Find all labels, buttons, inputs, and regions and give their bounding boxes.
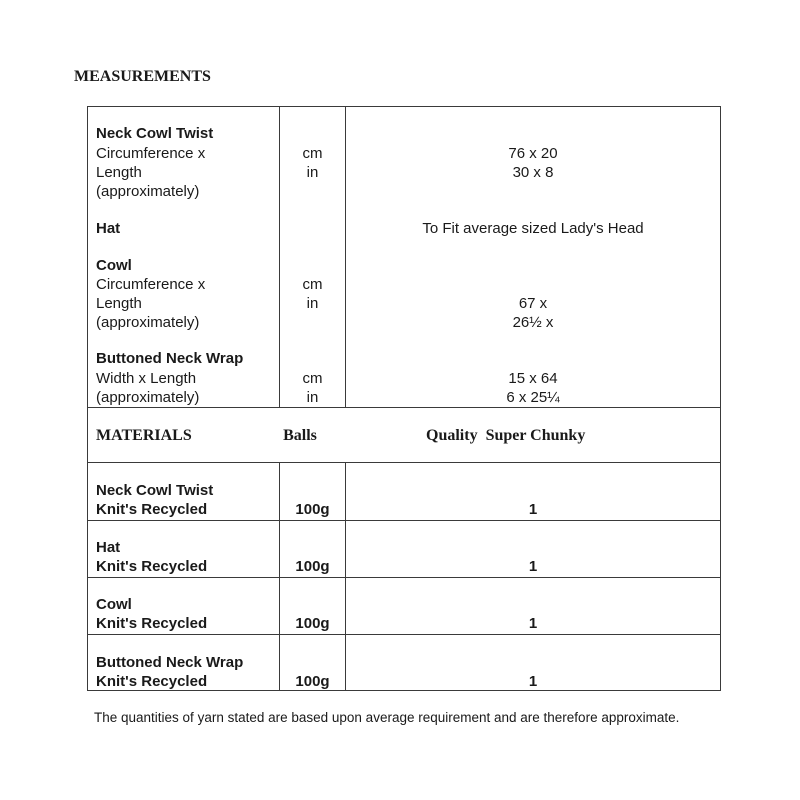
material-quantity: 1: [528, 558, 538, 575]
table-left-border: [87, 106, 88, 691]
unit-label: in: [306, 295, 319, 312]
materials-heading: MATERIALS: [96, 427, 192, 444]
measurement-value: 76 x 20: [508, 145, 558, 162]
material-yarn: Knit's Recycled: [96, 501, 208, 518]
material-item-name: Hat: [96, 539, 121, 556]
unit-label: cm: [302, 145, 323, 162]
measurement-value: 6 x 25¼: [506, 389, 560, 406]
row-divider: [87, 462, 721, 463]
material-weight: 100g: [295, 673, 330, 690]
measurement-desc: Circumference x: [96, 145, 206, 162]
table-top-border: [87, 106, 721, 107]
table-bottom-border: [87, 690, 721, 691]
material-yarn: Knit's Recycled: [96, 673, 208, 690]
unit-label: cm: [302, 276, 323, 293]
measurement-fit-text: To Fit average sized Lady's Head: [422, 220, 644, 237]
unit-label: cm: [302, 370, 323, 387]
unit-label: in: [306, 164, 319, 181]
material-yarn: Knit's Recycled: [96, 558, 208, 575]
measurement-desc: Circumference x: [96, 276, 206, 293]
row-divider: [87, 634, 721, 635]
table-right-border: [720, 106, 721, 691]
measurement-desc: Width x Length: [96, 370, 197, 387]
measurement-desc: Length: [96, 164, 142, 181]
material-quantity: 1: [528, 673, 538, 690]
material-item-name: Neck Cowl Twist: [96, 482, 214, 499]
footnote: The quantities of yarn stated are based upon average requirement and are therefore approximate.: [94, 710, 680, 725]
measurement-item-name: Hat: [96, 220, 121, 237]
measurement-item-name: Cowl: [96, 257, 132, 274]
measurement-value: 30 x 8: [512, 164, 554, 181]
row-divider: [87, 577, 721, 578]
material-weight: 100g: [295, 558, 330, 575]
measurement-desc: (approximately): [96, 314, 200, 331]
balls-heading: Balls: [283, 427, 317, 444]
row-divider: [87, 407, 721, 408]
column-divider: [345, 462, 346, 691]
material-quantity: 1: [528, 615, 538, 632]
measurement-desc: (approximately): [96, 389, 200, 406]
measurement-item-name: Buttoned Neck Wrap: [96, 350, 244, 367]
material-yarn: Knit's Recycled: [96, 615, 208, 632]
material-weight: 100g: [295, 615, 330, 632]
page-heading: MEASUREMENTS: [74, 68, 211, 85]
material-item-name: Cowl: [96, 596, 132, 613]
quality-heading: Quality Super Chunky: [426, 427, 586, 444]
row-divider: [87, 520, 721, 521]
unit-label: in: [306, 389, 319, 406]
measurement-value: 67 x: [518, 295, 548, 312]
material-quantity: 1: [528, 501, 538, 518]
measurement-value: 26½ x: [512, 314, 554, 331]
material-item-name: Buttoned Neck Wrap: [96, 654, 244, 671]
column-divider: [279, 462, 280, 691]
measurement-value: 15 x 64: [508, 370, 558, 387]
measurement-desc: Length: [96, 295, 142, 312]
measurement-item-name: Neck Cowl Twist: [96, 125, 214, 142]
measurement-desc: (approximately): [96, 183, 200, 200]
material-weight: 100g: [295, 501, 330, 518]
